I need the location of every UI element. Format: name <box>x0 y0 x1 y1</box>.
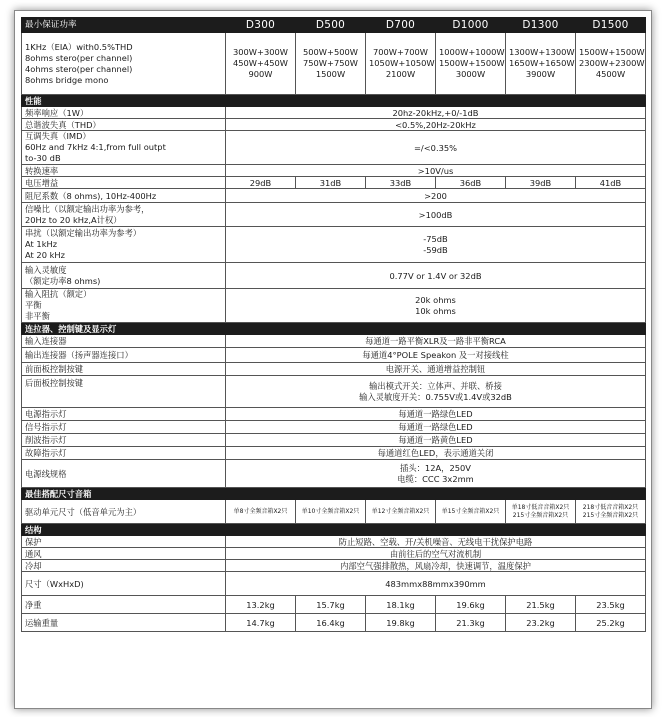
fault-led-label: 故障指示灯 <box>22 447 226 460</box>
section-title: 最佳搭配尺寸音箱 <box>22 488 646 500</box>
section-title: 连拉器、控制键及显示灯 <box>22 323 646 335</box>
crosstalk-value <box>226 227 646 263</box>
power-label-line: 8ohms stero(per channel) <box>25 52 133 63</box>
gain-row <box>22 177 646 189</box>
power-led-value: 每通道一路绿色LED <box>226 408 646 421</box>
section-speakers <box>22 488 646 500</box>
slew-row <box>22 165 646 177</box>
gain-d300: 29dB <box>226 177 296 189</box>
power-led-label: 电源指示灯 <box>22 408 226 421</box>
power-value: 1000W+1000W <box>439 47 505 57</box>
power-cord-label: 电源线规格 <box>22 460 226 488</box>
driver-d1000: 单15寸全频音箱X2只 <box>436 500 506 524</box>
header-title: 最小保证功率 <box>22 18 226 33</box>
input-connector-row <box>22 335 646 348</box>
driver-line: 215寸全频音箱X2只 <box>512 511 569 519</box>
rear-panel-sensitivity: 输入灵敏度开关：0.755V或1.4V或32dB <box>359 391 512 402</box>
front-panel-row <box>22 363 646 376</box>
power-cord-plug: 插头：12A，250V <box>400 462 471 473</box>
output-connector-row <box>22 348 646 363</box>
input-connector-value: 每通道一路平衡XLR及一路非平衡RCA <box>226 335 646 348</box>
section-connectors <box>22 323 646 335</box>
damping-label: 阻尼系数（8 ohms), 10Hz-400Hz <box>22 189 226 203</box>
impedance-unbalanced: 10k ohms <box>415 305 456 316</box>
rear-panel-row <box>22 376 646 408</box>
power-led-row <box>22 408 646 421</box>
vent-row <box>22 548 646 560</box>
clip-led-value: 每通道一路黄色LED <box>226 434 646 447</box>
power-value: 3900W <box>525 69 556 79</box>
size-label: 尺寸（WxHxD) <box>22 572 226 596</box>
crosstalk-1khz: -75dB <box>423 233 448 244</box>
model-d1500: D1500 <box>576 18 646 33</box>
power-d500 <box>296 33 366 95</box>
size-row <box>22 572 646 596</box>
power-d300 <box>226 33 296 95</box>
power-label <box>22 33 226 95</box>
sensitivity-row <box>22 263 646 289</box>
cool-label: 冷却 <box>22 560 226 572</box>
slew-label: 转换速率 <box>22 165 226 177</box>
power-value: 4500W <box>595 69 626 79</box>
snr-label-line: 信噪比（以额定输出功率为参考， <box>25 203 150 214</box>
sensitivity-value: 0.77V or 1.4V or 32dB <box>226 263 646 289</box>
model-d700: D700 <box>366 18 436 33</box>
gain-d500: 31dB <box>296 177 366 189</box>
driver-d500: 单10寸全频音箱X2只 <box>296 500 366 524</box>
freq-label: 频率响应（1W） <box>22 107 226 119</box>
net-weight-d500: 15.7kg <box>296 596 366 614</box>
front-panel-value: 电源开关、通道增益控制钮 <box>226 363 646 376</box>
model-d500: D500 <box>296 18 366 33</box>
driver-size-label: 驱动单元尺寸（低音单元为主） <box>22 500 226 524</box>
power-value: 3000W <box>455 69 486 79</box>
ship-weight-d1000: 21.3kg <box>436 614 506 632</box>
slew-value: >10V/us <box>226 165 646 177</box>
crosstalk-label <box>22 227 226 263</box>
spec-table <box>21 17 646 632</box>
section-title: 结构 <box>22 524 646 536</box>
power-d1500 <box>576 33 646 95</box>
cool-row <box>22 560 646 572</box>
snr-row <box>22 203 646 227</box>
crosstalk-label-line: At 20 kHz <box>25 250 66 260</box>
ship-weight-label: 运输重量 <box>22 614 226 632</box>
clip-led-label: 削波指示灯 <box>22 434 226 447</box>
imd-label <box>22 131 226 165</box>
gain-d700: 33dB <box>366 177 436 189</box>
power-value: 1050W+1050W <box>369 58 435 68</box>
imd-value: =/<0.35% <box>226 131 646 165</box>
damping-value: >200 <box>226 189 646 203</box>
thd-label: 总谐波失真（THD） <box>22 119 226 131</box>
impedance-label-line: 平衡 <box>25 300 42 310</box>
power-d700 <box>366 33 436 95</box>
sensitivity-label <box>22 263 226 289</box>
cool-value: 内部空气强排散热，风扇冷却，快速调节，温度保护 <box>226 560 646 572</box>
ship-weight-row <box>22 614 646 632</box>
section-title: 性能 <box>22 95 646 107</box>
net-weight-row <box>22 596 646 614</box>
power-value: 1500W <box>315 69 346 79</box>
input-connector-label: 输入连接器 <box>22 335 226 348</box>
crosstalk-label-line: 串扰（以额定输出功率为参考） <box>25 228 142 238</box>
power-value: 700W+700W <box>372 47 429 57</box>
ship-weight-d500: 16.4kg <box>296 614 366 632</box>
damping-row <box>22 189 646 203</box>
gain-d1300: 39dB <box>506 177 576 189</box>
imd-label-line: to-30 dB <box>25 153 61 163</box>
signal-led-row <box>22 421 646 434</box>
model-d300: D300 <box>226 18 296 33</box>
rear-panel-label: 后面板控制按键 <box>22 376 226 408</box>
impedance-balanced: 20k ohms <box>415 294 456 305</box>
driver-d300: 单8寸全频音箱X2只 <box>226 500 296 524</box>
net-weight-label: 净重 <box>22 596 226 614</box>
driver-line: 218寸低音音箱X2只 <box>582 503 639 511</box>
thd-value: <0.5%,20Hz-20kHz <box>226 119 646 131</box>
power-label-line: 4ohms stero(per channel) <box>25 63 133 74</box>
vent-label: 通风 <box>22 548 226 560</box>
sensitivity-label-line: 输入灵敏度 <box>25 264 67 275</box>
power-cord-value <box>226 460 646 488</box>
signal-led-value: 每通道一路绿色LED <box>226 421 646 434</box>
ship-weight-d700: 19.8kg <box>366 614 436 632</box>
rear-panel-mode: 输出模式开关：立体声、并联、桥接 <box>369 380 502 391</box>
impedance-row <box>22 289 646 323</box>
ship-weight-d300: 14.7kg <box>226 614 296 632</box>
impedance-value <box>226 289 646 323</box>
power-d1300 <box>506 33 576 95</box>
gain-d1500: 41dB <box>576 177 646 189</box>
protect-value: 防止短路、空载、开/关机噪音、无线电干扰保护电路 <box>226 536 646 548</box>
freq-value: 20hz-20kHz,+0/-1dB <box>226 107 646 119</box>
output-connector-label: 输出连接器（扬声器连接口） <box>22 348 226 363</box>
gain-label: 电压增益 <box>22 177 226 189</box>
front-panel-label: 前面板控制按键 <box>22 363 226 376</box>
net-weight-d1500: 23.5kg <box>576 596 646 614</box>
net-weight-d1300: 21.5kg <box>506 596 576 614</box>
crosstalk-row <box>22 227 646 263</box>
power-cord-row <box>22 460 646 488</box>
header-row <box>22 18 646 33</box>
driver-d1500 <box>576 500 646 524</box>
freq-row <box>22 107 646 119</box>
power-value: 450W+450W <box>232 58 289 68</box>
signal-led-label: 信号指示灯 <box>22 421 226 434</box>
sensitivity-label-line: （额定功率8 ohms) <box>25 275 101 286</box>
fault-led-row <box>22 447 646 460</box>
power-value: 2100W <box>385 69 416 79</box>
ship-weight-d1500: 25.2kg <box>576 614 646 632</box>
model-d1000: D1000 <box>436 18 506 33</box>
crosstalk-label-line: At 1kHz <box>25 239 58 249</box>
vent-value: 由前往后的空气对流机制 <box>226 548 646 560</box>
output-connector-value: 每通道4°POLE Speakon 及一对接线柱 <box>226 348 646 363</box>
power-value: 2300W+2300W <box>579 58 645 68</box>
snr-value: >100dB <box>226 203 646 227</box>
power-value: 1500W+1500W <box>439 58 505 68</box>
impedance-label-line: 非平衡 <box>25 311 50 321</box>
impedance-label <box>22 289 226 323</box>
power-value: 1500W+1500W <box>579 47 645 57</box>
power-value: 750W+750W <box>302 58 359 68</box>
driver-d1300 <box>506 500 576 524</box>
driver-size-row <box>22 500 646 524</box>
gain-d1000: 36dB <box>436 177 506 189</box>
net-weight-d700: 18.1kg <box>366 596 436 614</box>
power-cord-cable: 电缆：CCC 3x2mm <box>397 473 474 484</box>
power-d1000 <box>436 33 506 95</box>
snr-label-line: 20Hz to 20 kHz,A计权） <box>25 214 122 225</box>
power-value: 500W+500W <box>302 47 359 57</box>
imd-label-line: 互调失真（IMD） <box>25 131 91 141</box>
power-value: 900W <box>248 69 273 79</box>
thd-row <box>22 119 646 131</box>
protect-label: 保护 <box>22 536 226 548</box>
power-value: 300W+300W <box>232 47 289 57</box>
driver-d700: 单12寸全频音箱X2只 <box>366 500 436 524</box>
net-weight-d300: 13.2kg <box>226 596 296 614</box>
power-label-line: 8ohms bridge mono <box>25 74 109 85</box>
driver-line: 单18寸低音音箱X2只 <box>511 503 570 511</box>
fault-led-value: 每通道红色LED，表示通道关闭 <box>226 447 646 460</box>
power-value: 1650W+1650W <box>509 58 575 68</box>
section-performance <box>22 95 646 107</box>
imd-label-line: 60Hz and 7kHz 4:1,from full outpt <box>25 142 166 152</box>
clip-led-row <box>22 434 646 447</box>
crosstalk-20khz: -59dB <box>423 244 448 255</box>
rear-panel-value <box>226 376 646 408</box>
spec-sheet <box>14 10 652 709</box>
model-d1300: D1300 <box>506 18 576 33</box>
protect-row <box>22 536 646 548</box>
driver-line: 215寸全频音箱X2只 <box>582 511 639 519</box>
power-row <box>22 33 646 95</box>
size-value: 483mmx88mmx390mm <box>226 572 646 596</box>
snr-label <box>22 203 226 227</box>
section-structure <box>22 524 646 536</box>
imd-row <box>22 131 646 165</box>
power-value: 1300W+1300W <box>509 47 575 57</box>
ship-weight-d1300: 23.2kg <box>506 614 576 632</box>
net-weight-d1000: 19.6kg <box>436 596 506 614</box>
impedance-label-line: 输入阻抗（额定） <box>25 289 92 299</box>
power-label-line: 1KHz（EIA）with0.5%THD <box>25 41 133 52</box>
